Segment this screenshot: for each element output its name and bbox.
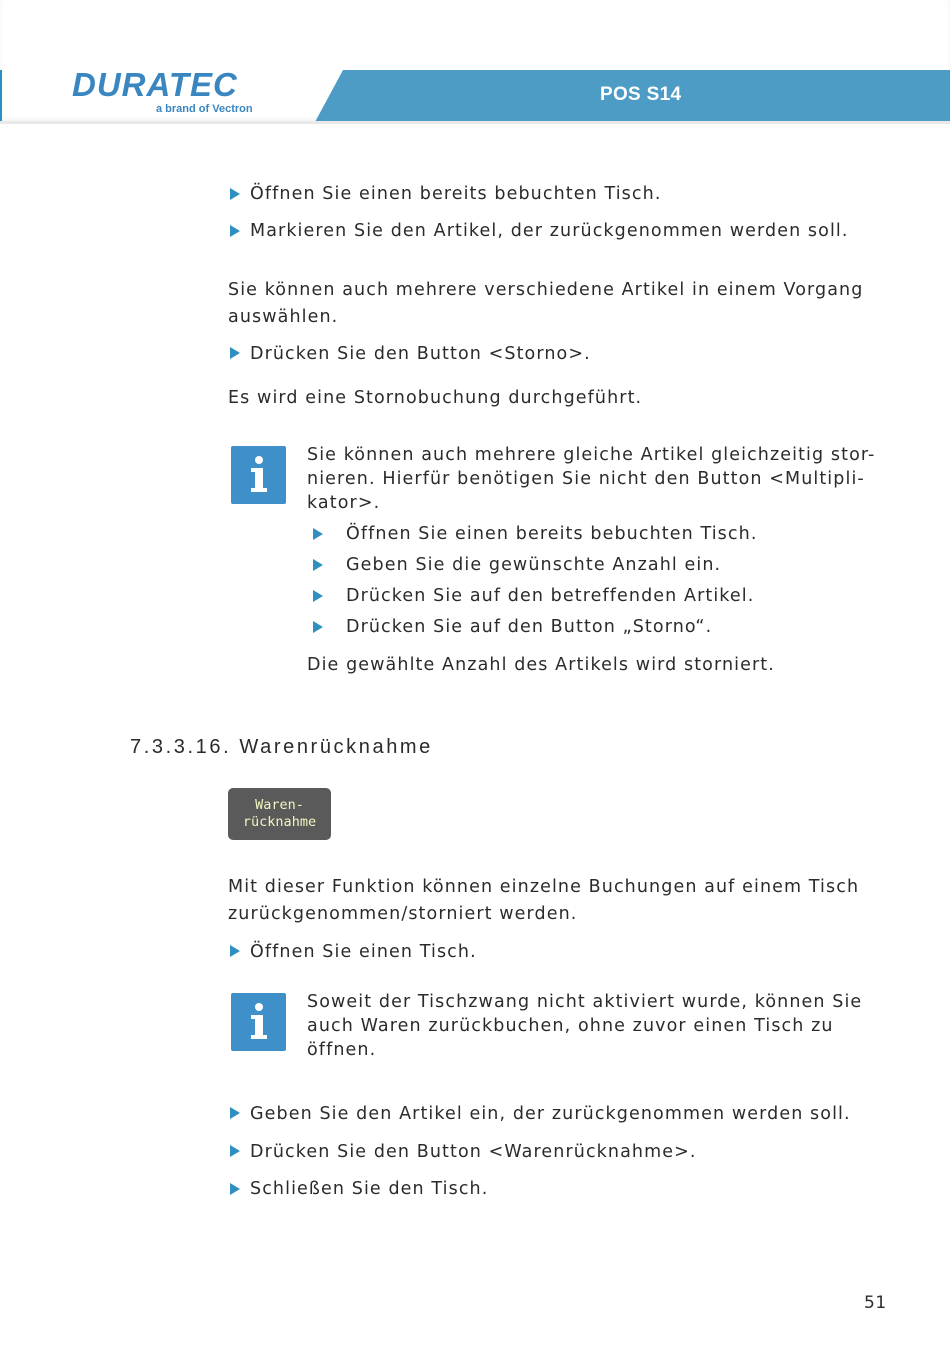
key-label-line: rücknahme [242,814,317,830]
paragraph: Mit dieser Funktion können einzelne Buchungen auf einem Tisch [228,877,860,897]
page-header [0,70,950,122]
bullet-text: Drücken Sie auf den betreffenden Artikel. [346,586,755,606]
bullet-arrow-icon [313,590,323,602]
bullet-arrow-icon [313,559,323,571]
bullet-text: Öffnen Sie einen bereits bebuchten Tisch. [346,524,758,544]
info-icon [231,993,286,1051]
info-text: Sie können auch mehrere gleiche Artikel gleichzeitig stor- [307,445,876,465]
bullet-text: Öffnen Sie einen Tisch. [250,942,477,962]
paragraph: auswählen. [228,307,339,327]
bullet-text: Markieren Sie den Artikel, der zurückgenommen werden soll. [250,221,849,241]
bullet-text: Geben Sie den Artikel ein, der zurückgenommen werden soll. [250,1104,851,1124]
bullet-text: Geben Sie die gewünschte Anzahl ein. [346,555,722,575]
warenruecknahme-key-button [228,788,331,840]
key-label-line: Waren- [255,797,304,813]
bullet-text: Drücken Sie den Button <Storno>. [250,344,591,364]
info-result-text: Die gewählte Anzahl des Artikels wird storniert. [307,655,775,675]
brand-subtitle: a brand of Vectron [156,103,253,115]
bullet-arrow-icon [230,347,240,359]
info-text: kator>. [307,493,381,513]
product-title: POS S14 [600,84,682,105]
bullet-arrow-icon [230,225,240,237]
info-text: öffnen. [307,1040,377,1060]
section-heading: 7.3.3.16. Warenrücknahme [130,736,433,758]
info-text: nieren. Hierfür benötigen Sie nicht den Button <Multipli- [307,469,865,489]
paragraph: zurückgenommen/storniert werden. [228,904,578,924]
bullet-arrow-icon [230,945,240,957]
bullet-arrow-icon [230,1183,240,1195]
bullet-arrow-icon [313,528,323,540]
bullet-text: Öffnen Sie einen bereits bebuchten Tisch. [250,184,662,204]
info-text: auch Waren zurückbuchen, ohne zuvor einen Tisch zu [307,1016,834,1036]
paragraph: Sie können auch mehrere verschiedene Artikel in einem Vorgang [228,280,864,300]
brand-logo-text: DURATEC [72,70,238,103]
bullet-text: Schließen Sie den Tisch. [250,1179,489,1199]
info-text: Soweit der Tischzwang nicht aktiviert wurde, können Sie [307,992,863,1012]
info-icon [231,446,286,504]
header-divider [0,121,950,124]
bullet-arrow-icon [230,1107,240,1119]
bullet-arrow-icon [313,621,323,633]
page-number: 51 [864,1293,887,1313]
bullet-arrow-icon [230,1145,240,1157]
bullet-arrow-icon [230,188,240,200]
paragraph: Es wird eine Stornobuchung durchgeführt. [228,388,643,408]
bullet-text: Drücken Sie den Button <Warenrücknahme>. [250,1142,697,1162]
bullet-text: Drücken Sie auf den Button „Storno“. [346,617,713,637]
